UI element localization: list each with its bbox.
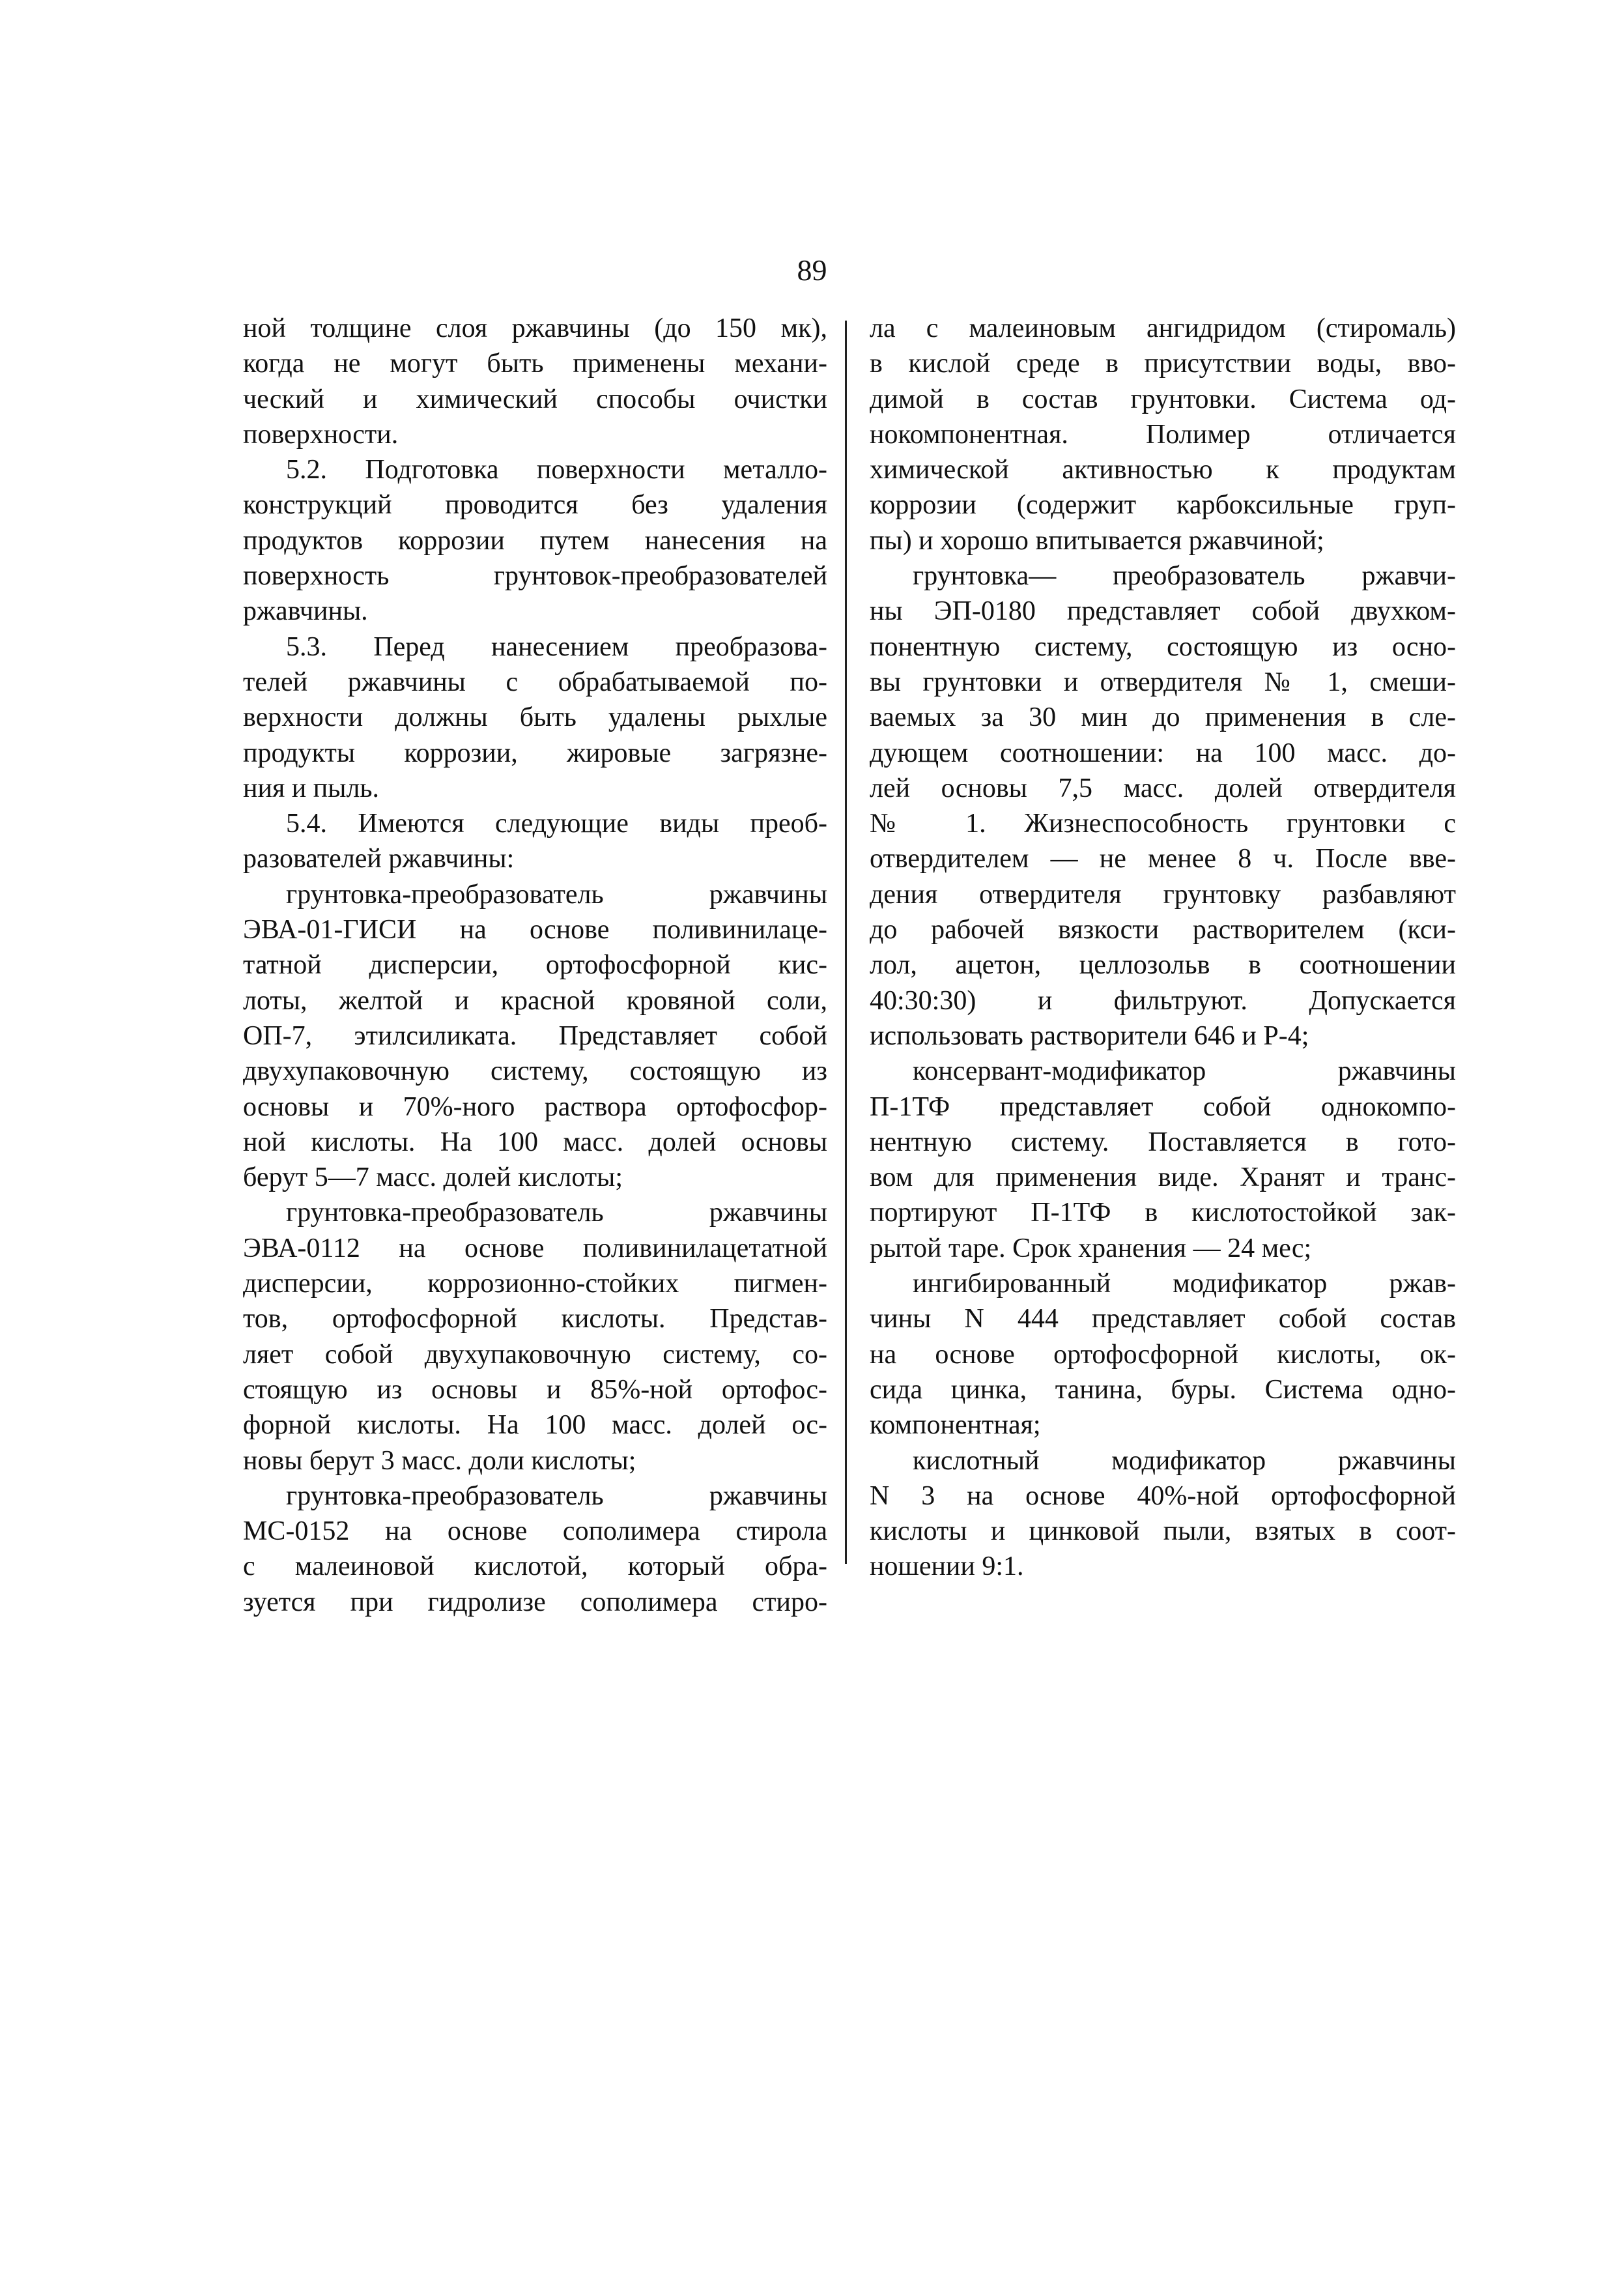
text-line: ржавчины. [243,596,368,627]
text-line: конструкций проводится без удаления [243,490,827,521]
text-line: ния и пыль. [243,773,380,803]
text-line: лоты, желтой и красной кровяной соли, [243,985,827,1016]
text-line: форной кислоты. На 100 масс. долей ос- [243,1410,827,1441]
text-line: когда не могут быть применены механи- [243,349,827,379]
text-line: компонентная; [870,1410,1041,1441]
text-line: в кислой среде в присутствии воды, вво- [870,349,1456,379]
text-line: зуется при гидролизе сополимера стиро- [243,1587,827,1617]
text-line: ной кислоты. На 100 масс. долей основы [243,1127,827,1157]
text-line: консервант-модификатор ржавчины [913,1056,1456,1087]
text-line: дисперсии, коррозионно-стойких пигмен- [243,1269,827,1299]
text-line: пы) и хорошо впитывается ржавчиной; [870,525,1324,556]
text-line: отвердителем — не менее 8 ч. После вве- [870,844,1456,874]
text-line: татной дисперсии, ортофосфорной кис- [243,950,827,981]
text-line: дующем соотношении: на 100 масс. до- [870,738,1456,768]
left-text-column [243,311,827,1620]
text-line: грунтовка-преобразователь ржавчины [286,1480,827,1511]
text-line: коррозии (содержит карбоксильные груп- [870,490,1456,521]
text-line: № 1. Жизнеспособность грунтовки с [870,809,1456,839]
text-line: портируют П-1ТФ в кислотостойкой зак- [870,1198,1456,1228]
text-line: ваемых за 30 мин до применения в сле- [870,702,1456,733]
text-line: продуктов коррозии путем нанесения на [243,525,827,556]
text-line: ношении 9:1. [870,1551,1024,1582]
text-line: ляет собой двухупаковочную систему, со- [243,1339,827,1370]
text-line: до рабочей вязкости растворителем (кси- [870,915,1456,945]
text-line: лол, ацетон, целлозольв в соотношении [870,950,1456,981]
text-line: на основе ортофосфорной кислоты, ок- [870,1339,1456,1370]
text-line: ЭВА-0112 на основе поливинилацетатной [243,1233,827,1263]
right-text-column [870,311,1456,1585]
text-line: ОП-7, этилсиликата. Представляет собой [243,1020,827,1051]
text-line: сида цинка, танина, буры. Система одно- [870,1374,1456,1405]
text-line: димой в состав грунтовки. Система од- [870,384,1456,414]
text-line: 5.4. Имеются следующие виды преоб- [286,809,827,839]
text-line: ны ЭП-0180 представляет собой двухком- [870,596,1456,627]
text-line: поверхности. [243,419,399,450]
text-line: ЭВА-01-ГИСИ на основе поливинилаце- [243,915,827,945]
text-line: кислоты и цинковой пыли, взятых в соот- [870,1516,1456,1547]
text-line: стоящую из основы и 85%-ной ортофос- [243,1374,827,1405]
text-line: ингибированный модификатор ржав- [913,1269,1456,1299]
column-divider [845,321,847,1564]
text-line: 40:30:30) и фильтруют. Допускается [870,985,1456,1016]
text-line: разователей ржавчины: [243,844,515,874]
text-line: 5.2. Подготовка поверхности металло- [286,455,827,485]
text-line: ческий и химический способы очистки [243,384,827,414]
text-line: ной толщине слоя ржавчины (до 150 мк), [243,313,827,343]
text-line: грунтовка-преобразователь ржавчины [286,1198,827,1228]
text-line: использовать растворители 646 и Р-4; [870,1020,1309,1051]
text-line: N 3 на основе 40%-ной ортофосфорной [870,1480,1456,1511]
text-line: нентную систему. Поставляется в гото- [870,1127,1456,1157]
text-line: лей основы 7,5 масс. долей отвердителя [870,773,1456,803]
text-line: двухупаковочную систему, состоящую из [243,1056,827,1087]
text-line: ла с малеиновым ангидридом (стиромаль) [870,313,1456,343]
text-line: дения отвердителя грунтовку разбавляют [870,879,1456,910]
text-line: новы берут 3 масс. доли кислоты; [243,1445,636,1476]
text-line: вы грунтовки и отвердителя № 1, смеши- [870,667,1456,697]
text-line: грунтовка-преобразователь ржавчины [286,879,827,910]
text-line: кислотный модификатор ржавчины [913,1445,1456,1476]
text-line: телей ржавчины с обрабатываемой по- [243,667,827,697]
page-number: 89 [797,253,827,287]
text-line: вом для применения виде. Хранят и транс- [870,1162,1456,1193]
text-line: с малеиновой кислотой, который обра- [243,1551,827,1582]
text-line: понентную систему, состоящую из осно- [870,631,1456,662]
text-line: верхности должны быть удалены рыхлые [243,702,827,733]
text-line: нокомпонентная. Полимер отличается [870,419,1456,450]
text-line: чины N 444 представляет собой состав [870,1304,1456,1334]
text-line: основы и 70%-ного раствора ортофосфор- [243,1091,827,1122]
text-line: 5.3. Перед нанесением преобразова- [286,631,827,662]
text-line: поверхность грунтовок-преобразователей [243,561,827,592]
text-line: тов, ортофосфорной кислоты. Представ- [243,1304,827,1334]
text-line: продукты коррозии, жировые загрязне- [243,738,827,768]
text-line: рытой таре. Срок хранения — 24 мес; [870,1233,1312,1263]
text-line: берут 5—7 масс. долей кислоты; [243,1162,623,1193]
text-line: химической активностью к продуктам [870,455,1456,485]
text-line: грунтовка— преобразователь ржавчи- [913,561,1456,592]
text-line: МС-0152 на основе сополимера стирола [243,1516,827,1547]
text-line: П-1ТФ представляет собой однокомпо- [870,1091,1456,1122]
